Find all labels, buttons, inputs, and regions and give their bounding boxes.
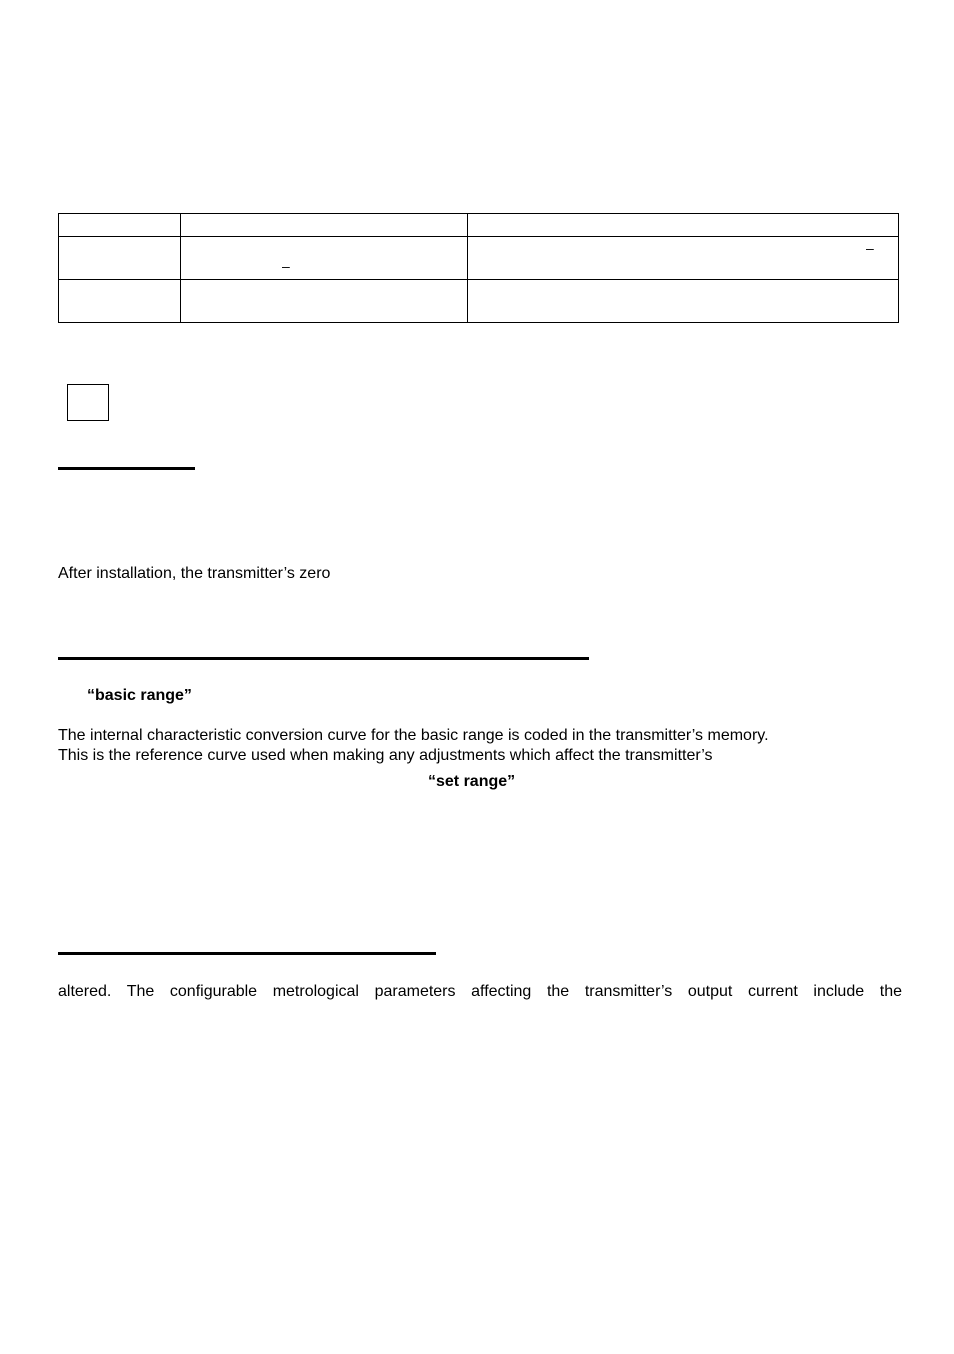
table-cell — [468, 214, 899, 237]
table-cell — [59, 280, 181, 323]
table-cell — [181, 280, 468, 323]
table-cell — [468, 237, 899, 280]
configurable-parameters-text: altered. The configurable metrological parameters affecting the transmitter’s output current include the — [58, 983, 902, 1000]
table-cell — [59, 214, 181, 237]
dash-mark: – — [282, 258, 290, 274]
table-cell — [181, 237, 468, 280]
section-heading-underline — [58, 467, 195, 470]
dash-mark: – — [866, 240, 874, 256]
note-icon-box — [67, 384, 109, 421]
spec-table — [58, 213, 899, 323]
section-heading-underline — [58, 657, 589, 660]
table-cell — [181, 214, 468, 237]
curve-text-line-1: The internal characteristic conversion curve for the basic range is coded in the transmitter’s memory. — [58, 727, 769, 744]
basic-range-term: “basic range” — [87, 687, 192, 704]
table-row — [59, 237, 899, 280]
installation-text: After installation, the transmitter’s zero — [58, 565, 331, 582]
section-heading-underline — [58, 952, 436, 955]
table-cell — [59, 237, 181, 280]
set-range-term: “set range” — [428, 773, 516, 790]
curve-text-line-2: This is the reference curve used when making any adjustments which affect the transmitter’s — [58, 747, 713, 764]
table-header-row — [59, 214, 899, 237]
table-row — [59, 280, 899, 323]
table-cell — [468, 280, 899, 323]
